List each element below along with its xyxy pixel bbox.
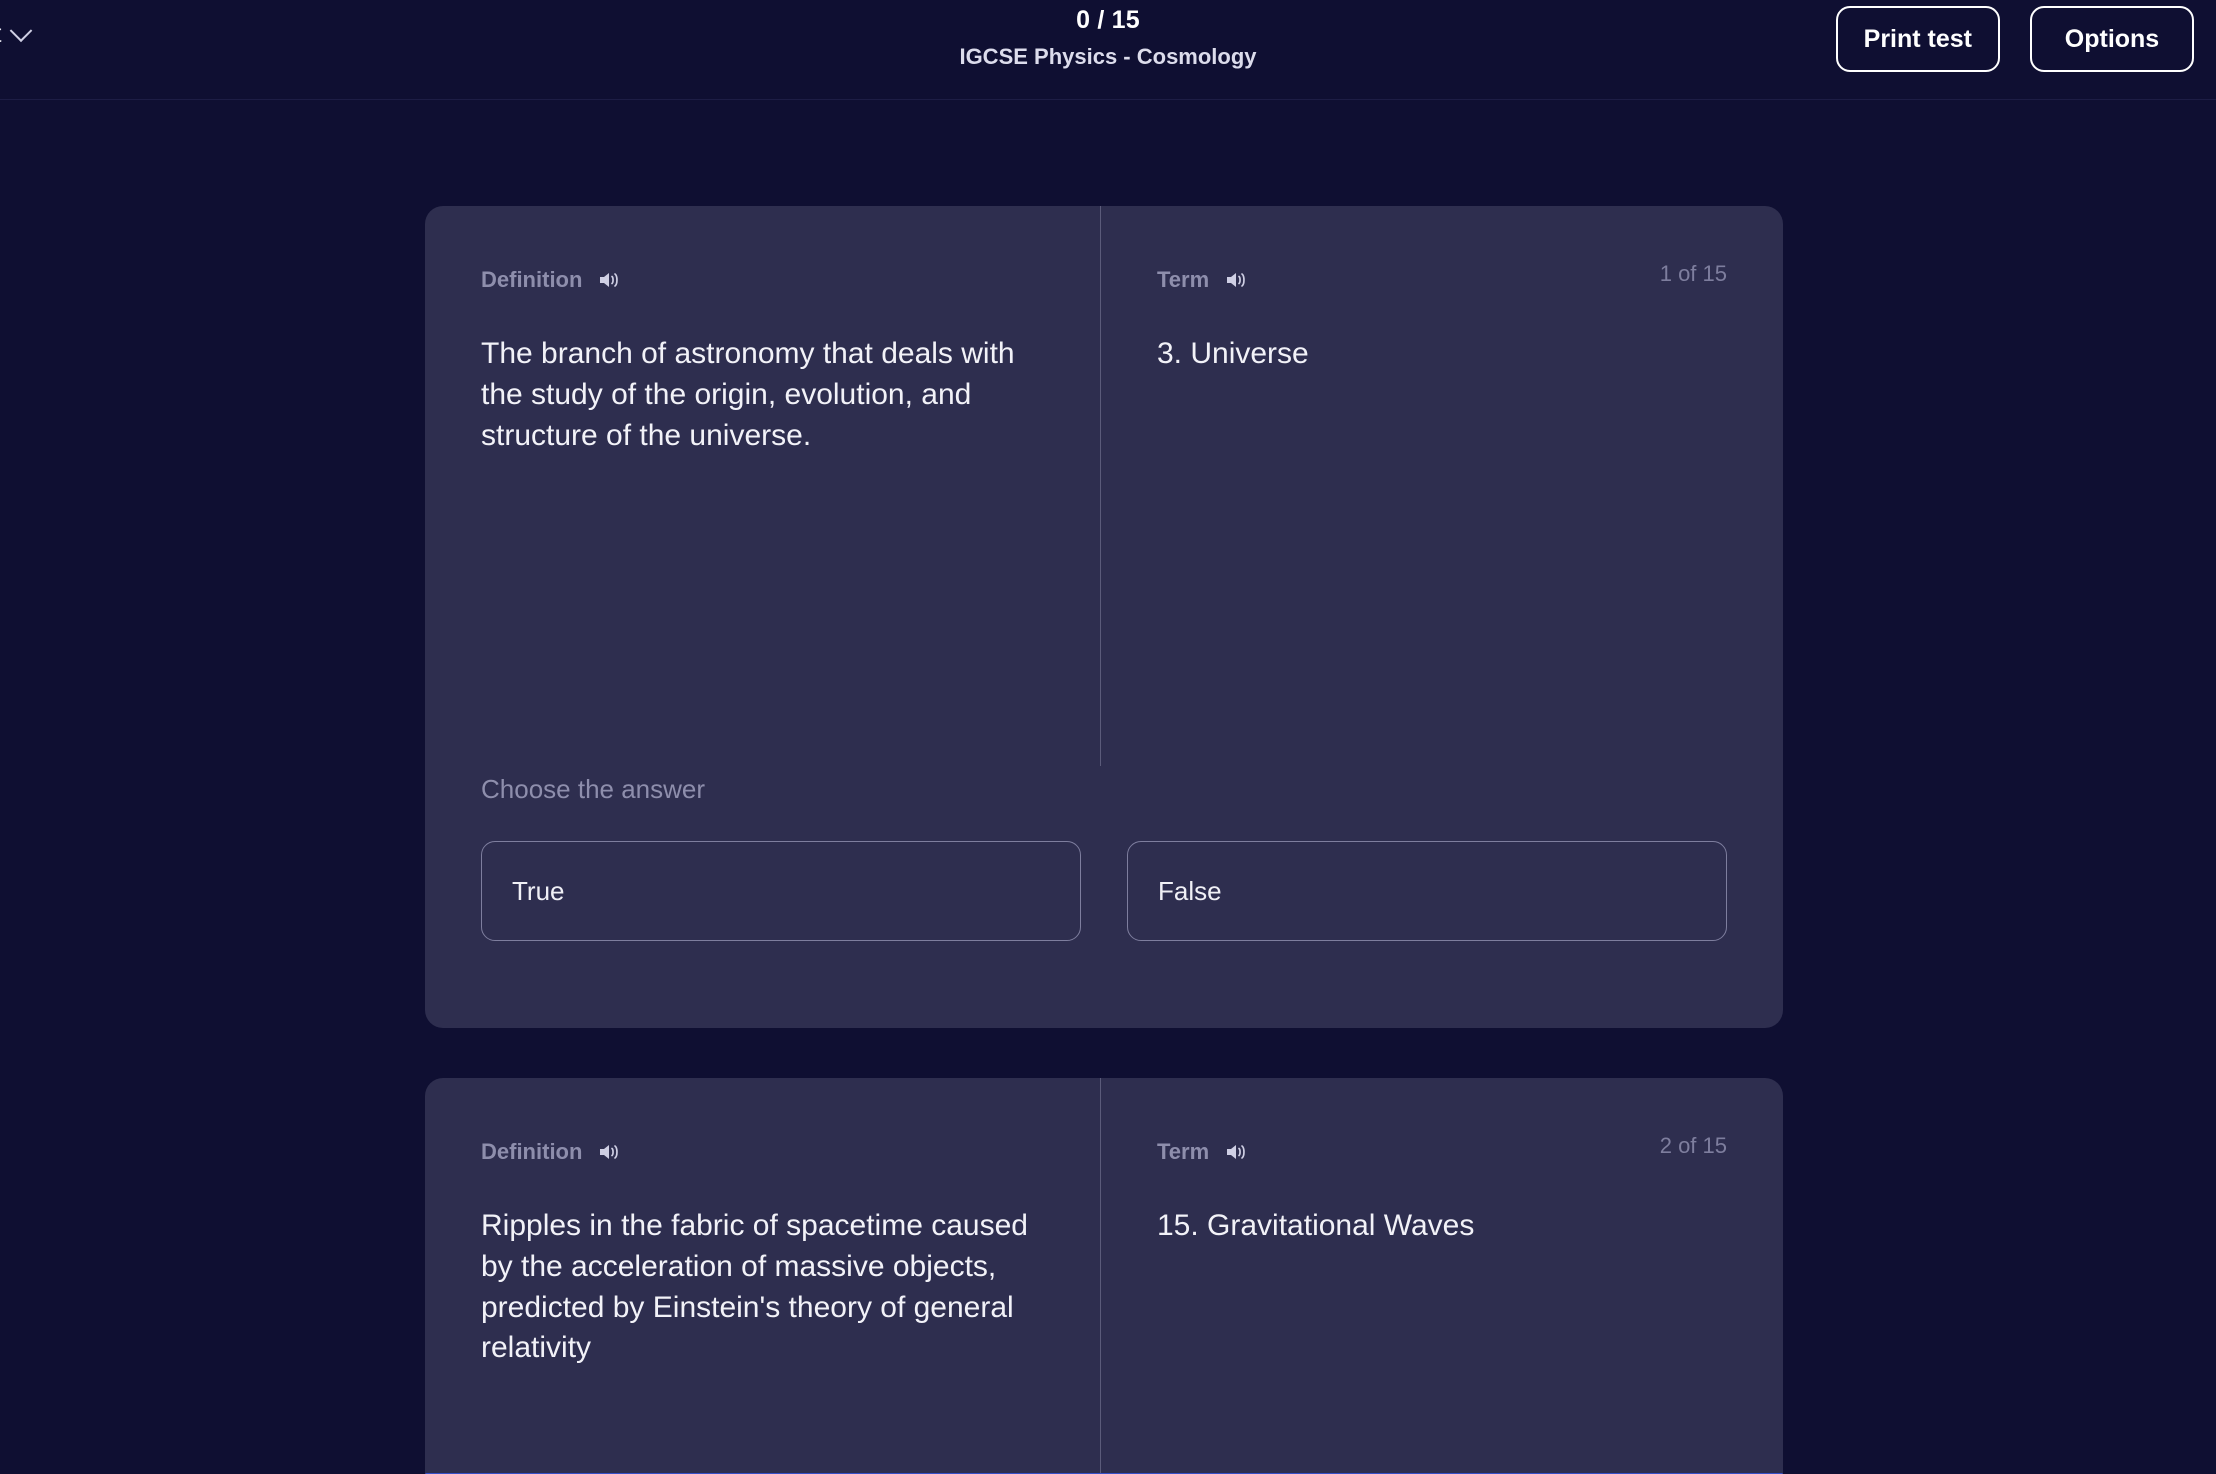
definition-label: Definition	[481, 267, 583, 292]
term-text: 3. Universe	[1157, 337, 1309, 370]
question-counter: 1 of 15	[1659, 261, 1727, 286]
speaker-icon[interactable]	[1225, 1142, 1247, 1162]
definition-header	[481, 1138, 1044, 1166]
progress-counter: 0 / 15	[1076, 6, 1140, 34]
term-text: 15. Gravitational Waves	[1157, 1209, 1475, 1242]
term-column	[1100, 1078, 1783, 1474]
chevron-down-icon	[10, 19, 33, 42]
term-column	[1100, 206, 1783, 766]
term-header	[1157, 266, 1727, 294]
definition-text: The branch of astronomy that deals with the study of the origin, evolution, and structure of the universe.	[481, 337, 1015, 452]
choice-true[interactable]: True	[481, 841, 1081, 941]
questions-list	[0, 100, 2216, 1474]
definition-column	[425, 206, 1100, 766]
answer-block	[425, 774, 1783, 941]
definition-column	[425, 1078, 1100, 1474]
question-card	[425, 206, 1783, 1028]
back-label	[0, 20, 1, 49]
print-test-button[interactable]: Print test	[1836, 6, 2000, 72]
back-to-set-button[interactable]	[0, 20, 29, 49]
definition-label: Definition	[481, 1139, 583, 1164]
question-card	[425, 1078, 1783, 1474]
question-card-top	[425, 206, 1783, 766]
definition-text: Ripples in the fabric of spacetime caused by the acceleration of massive objects, predicted by Einstein's theory of general relativity	[481, 1209, 1028, 1365]
speaker-icon[interactable]	[1225, 270, 1247, 290]
speaker-icon[interactable]	[598, 270, 620, 290]
set-title: IGCSE Physics - Cosmology	[959, 44, 1257, 69]
choose-answer-label: Choose the answer	[481, 774, 706, 804]
term-label: Term	[1157, 267, 1210, 292]
speaker-icon[interactable]	[598, 1142, 620, 1162]
options-button[interactable]: Options	[2030, 6, 2194, 72]
choice-false[interactable]: False	[1127, 841, 1727, 941]
question-card-top	[425, 1078, 1783, 1474]
app-header	[0, 0, 2216, 100]
term-label: Term	[1157, 1139, 1210, 1164]
choice-list	[481, 841, 1727, 941]
header-actions	[1836, 6, 2194, 72]
question-counter: 2 of 15	[1659, 1133, 1727, 1158]
definition-header	[481, 266, 1044, 294]
term-header	[1157, 1138, 1727, 1166]
